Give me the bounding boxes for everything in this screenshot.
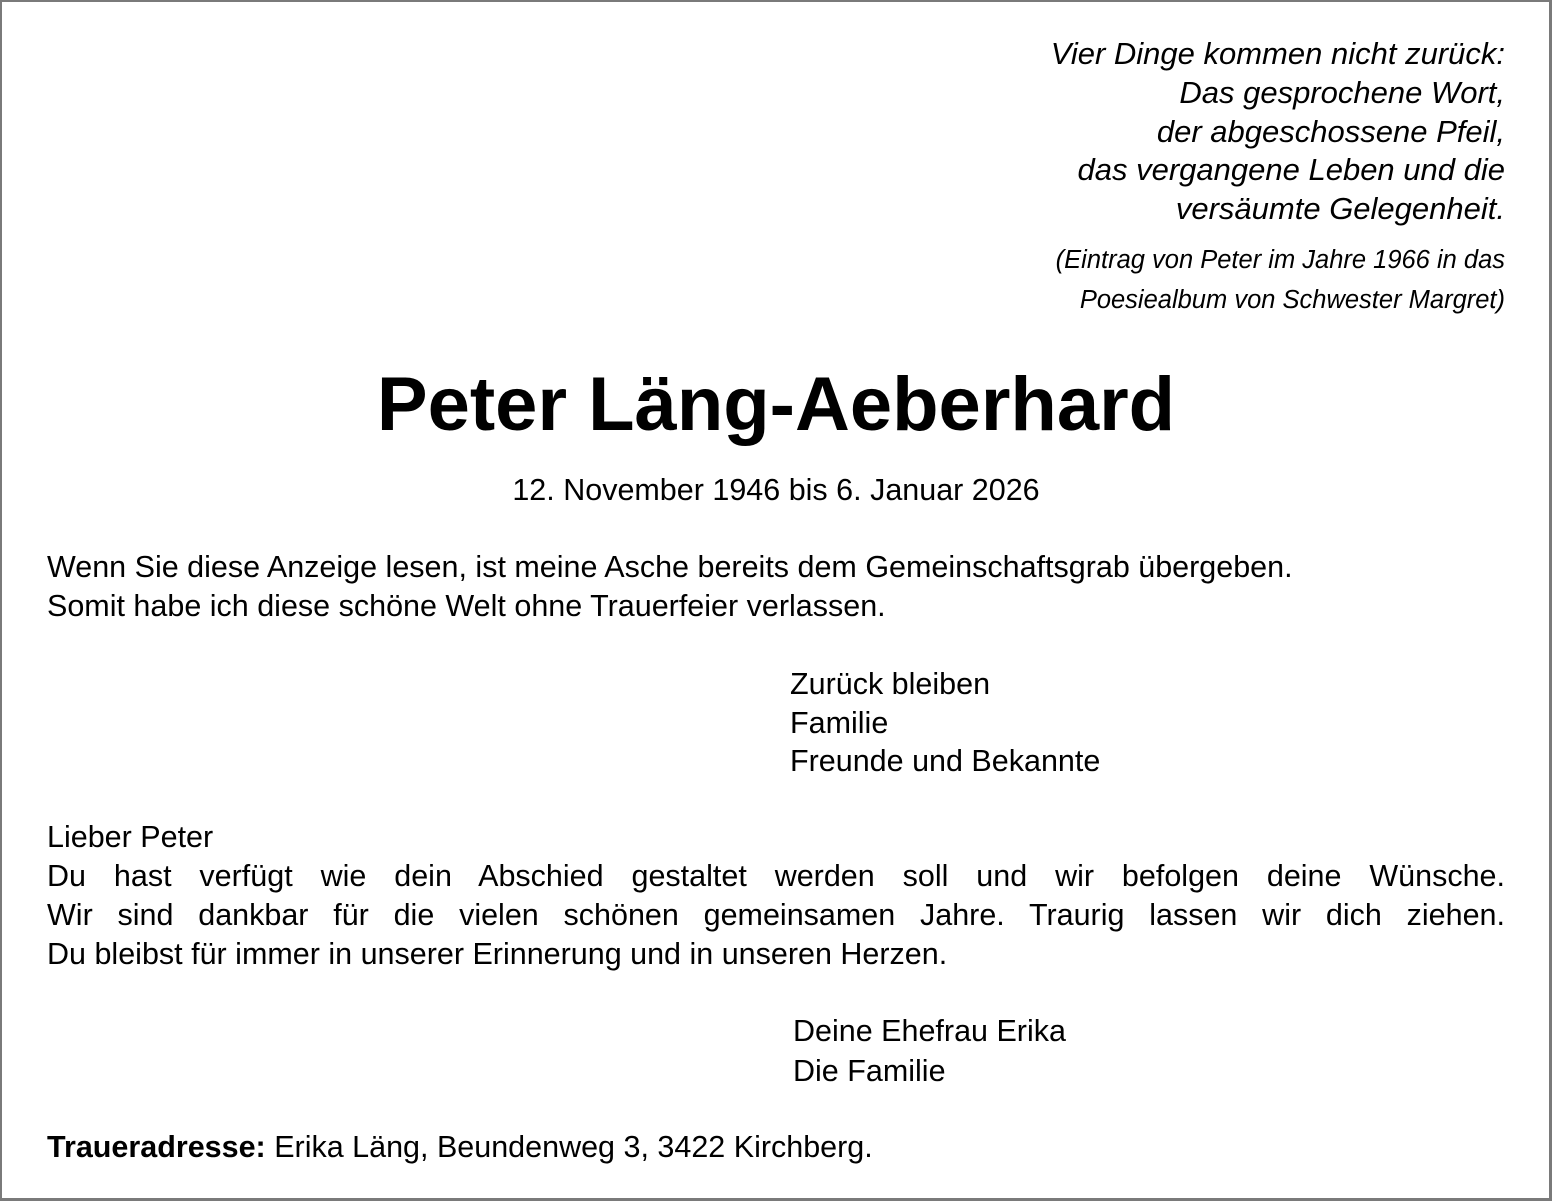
intro-line: Somit habe ich diese schöne Welt ohne Trauerfeier verlassen. xyxy=(47,589,886,623)
poem-note-line: (Eintrag von Peter im Jahre 1966 in das xyxy=(1055,246,1505,274)
deceased-name: Peter Läng-Aeberhard xyxy=(376,362,1176,447)
intro-paragraph xyxy=(47,548,1293,626)
address-label: Traueradresse: xyxy=(47,1130,266,1164)
poem-note-line: Poesiealbum von Schwester Margret) xyxy=(1079,286,1505,314)
letter-line: Du hast verfügt wie dein Abschied gestaltet werden soll und wir befolgen deine Wünsche. xyxy=(47,859,1505,893)
poem-line: versäumte Gelegenheit. xyxy=(1175,191,1505,227)
poem-line: Vier Dinge kommen nicht zurück: xyxy=(1050,36,1505,71)
intro-line: Wenn Sie diese Anzeige lesen, ist meine Asche bereits dem Gemeinschaftsgrab übergeben. xyxy=(47,550,1293,584)
family-signoff xyxy=(793,1012,1066,1091)
poem-source-note xyxy=(1056,240,1505,320)
life-dates: 12. November 1946 bis 6. Januar 2026 xyxy=(512,473,1040,507)
letter-greeting: Lieber Peter xyxy=(47,820,214,854)
letter-line: Wir sind dankbar für die vielen schönen gemeinsamen Jahre. Traurig lassen wir dich ziehen. xyxy=(47,898,1505,932)
signoff-line: Die Familie xyxy=(793,1053,946,1088)
signoff-line: Zurück bleiben xyxy=(790,667,991,701)
signoff-line: Familie xyxy=(790,705,889,740)
poem-quote xyxy=(1051,35,1505,229)
signoff-line: Freunde und Bekannte xyxy=(790,744,1101,778)
address-value: Erika Läng, Beundenweg 3, 3422 Kirchberg. xyxy=(265,1130,873,1164)
signoff-line: Deine Ehefrau Erika xyxy=(793,1014,1066,1048)
mourning-address xyxy=(47,1127,873,1167)
farewell-letter xyxy=(47,818,1505,974)
letter-line: Du bleibst für immer in unserer Erinnerung und in unseren Herzen. xyxy=(47,937,948,971)
poem-line: Das gesprochene Wort, xyxy=(1179,74,1505,110)
survivors-signoff xyxy=(790,665,1100,781)
poem-line: der abgeschossene Pfeil, xyxy=(1156,113,1505,149)
poem-line: das vergangene Leben und die xyxy=(1077,152,1505,188)
